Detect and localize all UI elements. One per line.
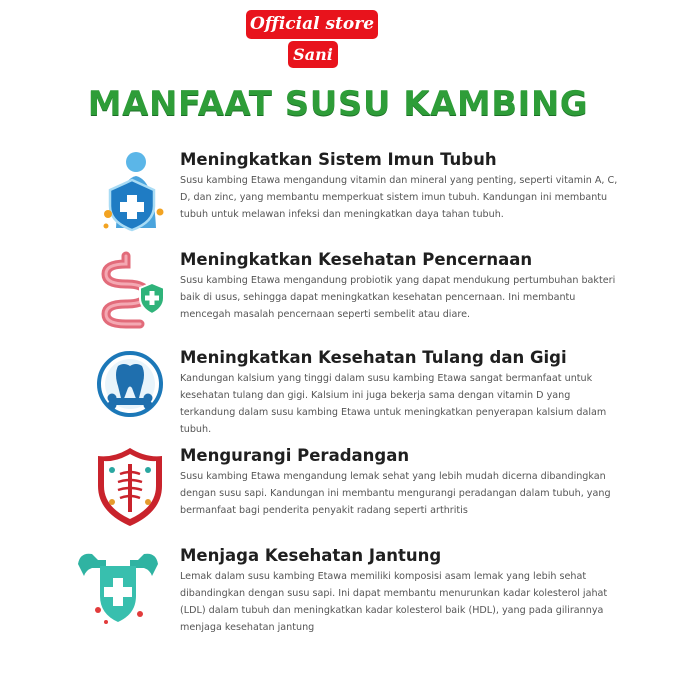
official-store-badge: Official store xyxy=(246,10,378,39)
benefit-item-bones-teeth xyxy=(0,348,700,443)
benefit-description: Susu kambing Etawa mengandung lemak sehat yang lebih mudah dicerna dibandingkan dengan susu sapi. Kandungan ini membantu mengurangi peradangan dalam tubuh, yang bermanfaat bagi penderita penyakit radang seperti arthritis xyxy=(180,471,611,516)
benefit-item-heart xyxy=(0,546,700,641)
tooth-bone-icon xyxy=(96,348,170,430)
benefit-title: Meningkatkan Kesehatan Tulang dan Gigi xyxy=(180,348,567,367)
benefit-title: Meningkatkan Sistem Imun Tubuh xyxy=(180,150,497,169)
benefit-item-inflammation xyxy=(0,446,700,541)
heart-muscle-icon xyxy=(76,546,160,628)
benefit-title: Meningkatkan Kesehatan Pencernaan xyxy=(180,250,533,269)
inflammation-shield-icon xyxy=(96,446,170,528)
benefit-item-digestion xyxy=(0,250,700,345)
benefit-description: Susu kambing Etawa mengandung probiotik yang dapat mendukung pertumbuhan bakteri baik di usus, sehingga dapat meningkatkan kesehatan pencernaan. Ini membantu mencegah masalah pencernaan seperti sembelit atau diare. xyxy=(180,275,616,320)
benefit-title: Menjaga Kesehatan Jantung xyxy=(180,546,442,565)
benefit-description: Lemak dalam susu kambing Etawa memiliki komposisi asam lemak yang lebih sehat dibandingkan dengan susu sapi. Ini dapat membantu menurunkan kadar kolesterol jahat (LDL) dalam tubuh dan meningkatkan kadar kolesterol baik (HDL), yang pada gilirannya menjaga kesehatan jantung xyxy=(180,571,608,633)
benefit-description: Susu kambing Etawa mengandung vitamin dan mineral yang penting, seperti vitamin A, C, D, dan zinc, yang membantu memperkuat sistem imun tubuh. Kandungan ini membantu tubuh untuk melawan infeksi dan meningkatkan daya tahan tubuh. xyxy=(180,175,618,220)
benefit-item-immune xyxy=(0,150,700,245)
page-title: MANFAAT SUSU KAMBING xyxy=(87,84,589,124)
benefit-description: Kandungan kalsium yang tinggi dalam susu kambing Etawa sangat bermanfaat untuk kesehatan tulang dan gigi. Kalsium ini juga bekerja sama dengan vitamin D yang terkandung dalam susu kambing Etawa untuk meningkatkan penyerapan kalsium dalam tubuh. xyxy=(180,373,607,435)
benefit-title: Mengurangi Peradangan xyxy=(180,446,410,465)
immune-shield-icon xyxy=(96,150,170,232)
intestine-icon xyxy=(96,250,170,332)
store-name-badge: Sani xyxy=(288,41,338,68)
